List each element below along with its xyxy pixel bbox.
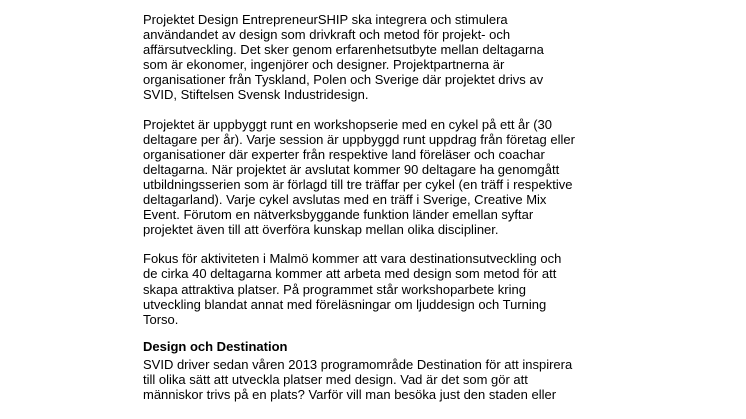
- section-heading: Design och Destination: [143, 338, 288, 354]
- paragraph-malmo-focus: Fokus för aktiviteten i Malmö kommer att vara destinationsutveckling och de cirka 40 deltagarna kommer att arbeta med design som metod för att skapa attraktiva platser. På programmet står workshoparbete kring utveckling blandat annat med föreläsningar om ljuddesign och Turning Torso.: [143, 251, 562, 327]
- paragraph-intro: Projektet Design EntrepreneurSHIP ska integrera och stimulera användandet av design som drivkraft och metod för projekt- och affärsutveckling. Det sker genom erfarenhetsutbyte mellan deltagarna som är ekonomer, ingenjörer och designer. Projektpartnerna är organisationer från Tyskland, Polen och Sverige där projektet drivs av SVID, Stiftelsen Svensk Industridesign.: [143, 12, 544, 103]
- paragraph-workshop-series: Projektet är uppbyggt runt en workshopserie med en cykel på ett år (30 deltagare per år). Varje session är uppbyggd runt uppdrag från företag eller organisationer där experter från respektive land föreläser och coachar deltagarna. När projektet är avslutat kommer 90 deltagare ha genomgått utbildningsserien som är förlagd till tre träffar per cykel (en träff i respektive deltagarland). Varje cykel avslutas med en träff i Sverige, Creative Mix Event. Förutom en nätverksbyggande funktion länder emellan syftar projektet även till att överföra kunskap mellan olika discipliner.: [143, 116, 575, 238]
- paragraph-destination: SVID driver sedan våren 2013 programområde Destination för att inspirera till olika sätt att utveckla platser med design. Vad är det som gör att människor trivs på en plats? Varför vill man besöka just den staden eller: [143, 356, 573, 403]
- paragraph-spacer: [143, 327, 613, 339]
- paragraph-spacer: [143, 237, 613, 251]
- document-page: [143, 12, 613, 402]
- paragraph-spacer: [143, 103, 613, 117]
